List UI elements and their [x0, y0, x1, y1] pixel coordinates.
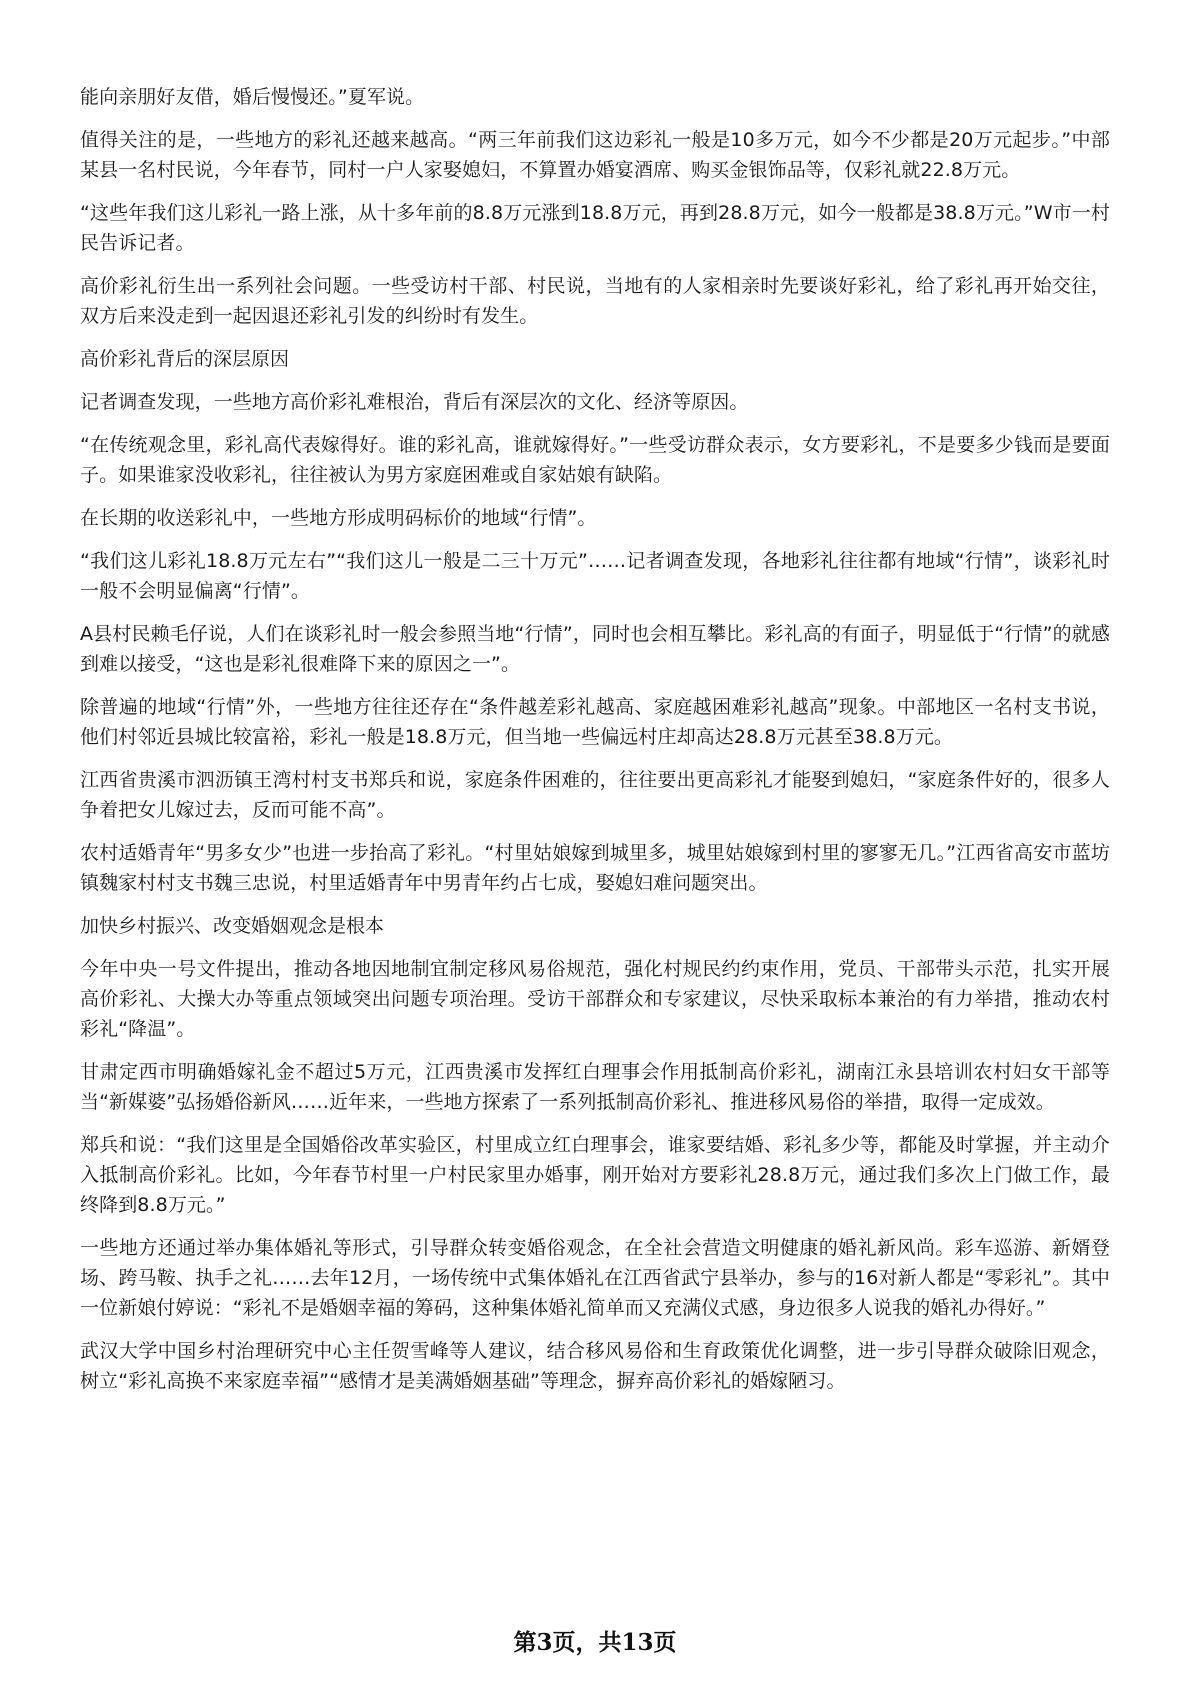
paragraph: “我们这儿彩礼18.8万元左右”“我们这儿一般是二三十万元”……记者调查发现，各地彩礼往往都有地域“行情”，谈彩礼时一般不会明显偏离“行情”。	[80, 550, 1110, 602]
paragraph: 高价彩礼衍生出一系列社会问题。一些受访村干部、村民说，当地有的人家相亲时先要谈好彩礼，给了彩礼再开始交往，双方后来没走到一起因退还彩礼引发的纠纷时有发生。	[80, 275, 1110, 327]
paragraph: 武汉大学中国乡村治理研究中心主任贺雪峰等人建议，结合移风易俗和生育政策优化调整，进一步引导群众破除旧观念，树立“彩礼高换不来家庭幸福”“感情才是美满婚姻基础”等理念，摒弃高价彩礼的婚嫁陋习。	[80, 1340, 1110, 1392]
page-number-footer: 第3页，共13页	[513, 1629, 677, 1656]
document-body	[80, 82, 1110, 1409]
paragraph: 在长期的收送彩礼中，一些地方形成明码标价的地域“行情”。	[80, 507, 597, 529]
paragraph: 除普遍的地域“行情”外，一些地方往往还存在“条件越差彩礼越高、家庭越困难彩礼越高”现象。中部地区一名村支书说，他们村邻近县城比较富裕，彩礼一般是18.8万元，但当地一些偏远村庄却高达28.8万元甚至38.8万元。	[80, 696, 1110, 748]
paragraph: 农村适婚青年“男多女少”也进一步抬高了彩礼。“村里姑娘嫁到城里多，城里姑娘嫁到村里的寥寥无几。”江西省高安市蓝坊镇魏家村村支书魏三忠说，村里适婚青年中男青年约占七成，娶媳妇难问题突出。	[80, 842, 1110, 894]
paragraph: A县村民赖毛仔说，人们在谈彩礼时一般会参照当地“行情”，同时也会相互攀比。彩礼高的有面子，明显低于“行情”的就感到难以接受，“这也是彩礼很难降下来的原因之一”。	[80, 623, 1110, 675]
paragraph: 能向亲朋好友借，婚后慢慢还。”夏军说。	[80, 86, 425, 108]
paragraph: 记者调查发现，一些地方高价彩礼难根治，背后有深层次的文化、经济等原因。	[80, 391, 749, 413]
paragraph: “这些年我们这儿彩礼一路上涨，从十多年前的8.8万元涨到18.8万元，再到28.8万元，如今一般都是38.8万元。”W市一村民告诉记者。	[80, 202, 1110, 254]
paragraph: 一些地方还通过举办集体婚礼等形式，引导群众转变婚俗观念，在全社会营造文明健康的婚礼新风尚。彩车巡游、新婿登场、跨马鞍、执手之礼……去年12月，一场传统中式集体婚礼在江西省武宁县举办，参与的16对新人都是“零彩礼”。其中一位新娘付婷说：“彩礼不是婚姻幸福的筹码，这种集体婚礼简单而又充满仪式感，身边很多人说我的婚礼办得好。”	[80, 1237, 1110, 1319]
paragraph: 甘肃定西市明确婚嫁礼金不超过5万元，江西贵溪市发挥红白理事会作用抵制高价彩礼，湖南江永县培训农村妇女干部等当“新媒婆”弘扬婚俗新风……近年来，一些地方探索了一系列抵制高价彩礼、推进移风易俗的举措，取得一定成效。	[80, 1061, 1110, 1113]
paragraph: 今年中央一号文件提出，推动各地因地制宜制定移风易俗规范，强化村规民约约束作用，党员、干部带头示范，扎实开展高价彩礼、大操大办等重点领域突出问题专项治理。受访干部群众和专家建议，尽快采取标本兼治的有力举措，推动农村彩礼“降温”。	[80, 958, 1110, 1040]
paragraph: 值得关注的是，一些地方的彩礼还越来越高。“两三年前我们这边彩礼一般是10多万元，如今不少都是20万元起步。”中部某县一名村民说，今年春节，同村一户人家娶媳妇，不算置办婚宴酒席、购买金银饰品等，仅彩礼就22.8万元。	[80, 129, 1110, 181]
section-heading: 高价彩礼背后的深层原因	[80, 348, 290, 370]
paragraph: 郑兵和说：“我们这里是全国婚俗改革实验区，村里成立红白理事会，谁家要结婚、彩礼多少等，都能及时掌握，并主动介入抵制高价彩礼。比如，今年春节村里一户村民家里办婚事，刚开始对方要彩礼28.8万元，通过我们多次上门做工作，最终降到8.8万元。”	[80, 1134, 1110, 1216]
paragraph: “在传统观念里，彩礼高代表嫁得好。谁的彩礼高，谁就嫁得好。”一些受访群众表示，女方要彩礼，不是要多少钱而是要面子。如果谁家没收彩礼，往往被认为男方家庭困难或自家姑娘有缺陷。	[80, 434, 1110, 486]
paragraph: 江西省贵溪市泗沥镇王湾村村支书郑兵和说，家庭条件困难的，往往要出更高彩礼才能娶到媳妇，“家庭条件好的，很多人争着把女儿嫁过去，反而可能不高”。	[80, 769, 1110, 821]
section-heading: 加快乡村振兴、改变婚姻观念是根本	[80, 915, 385, 937]
